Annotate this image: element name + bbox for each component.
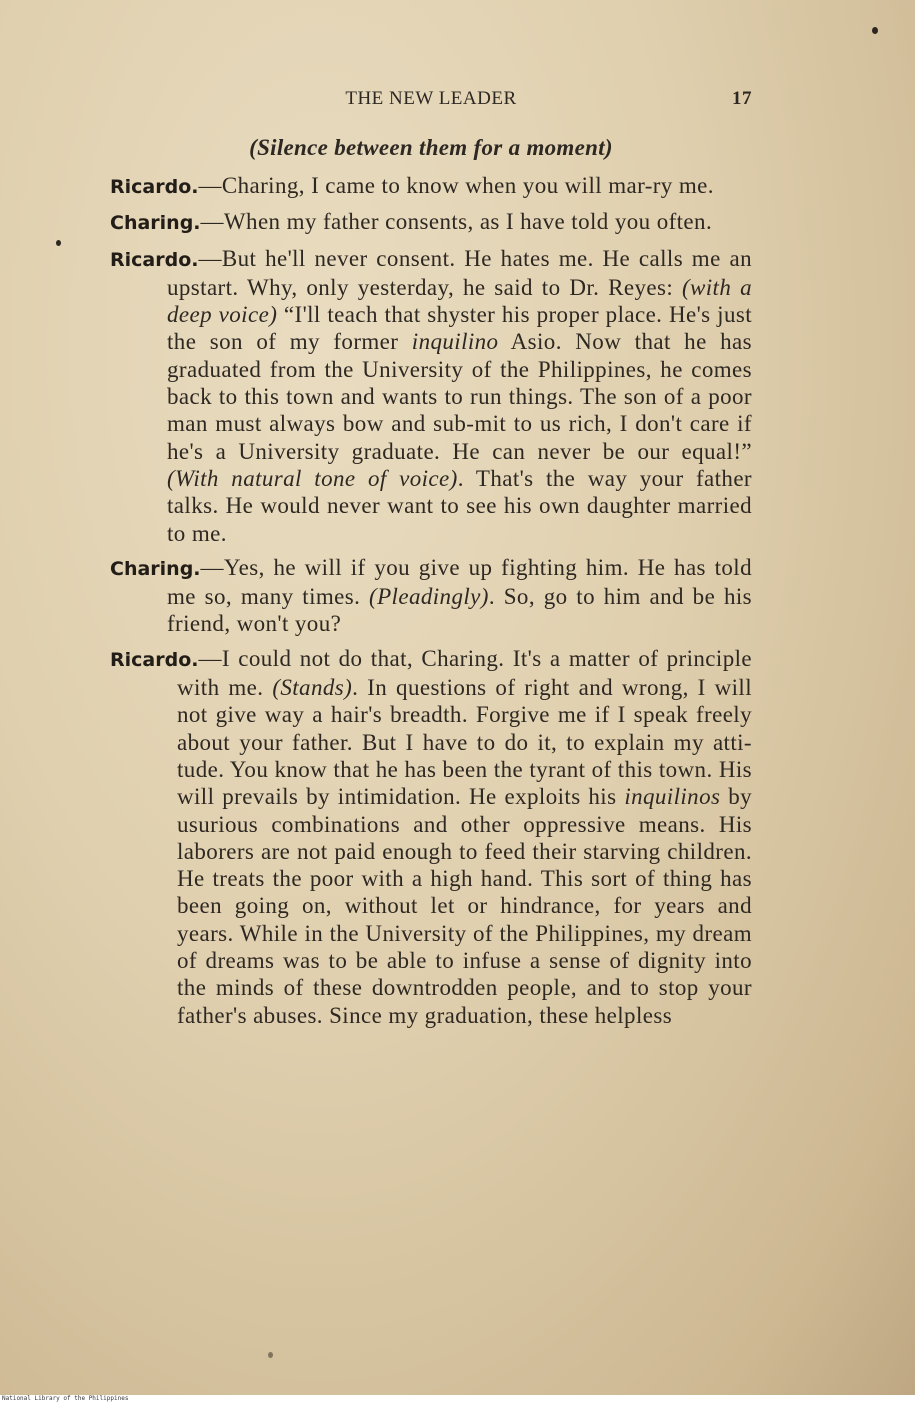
speech-text: . In questions of right and wrong, I will not give way a hair's breadth. Forgive me if I speak freely about your father. But I have to do it, to explain my atti-tude. You know that he has been the tyrant of this town. His will prevails by intimidation. He exploits his [177, 675, 752, 810]
running-header [110, 88, 752, 116]
italic-text: (Pleadingly) [369, 584, 489, 610]
speech-5 [110, 645, 752, 1029]
italic-text: (Stands) [272, 675, 353, 701]
speech-text: —Yes, he will if you give up fighting him. He has told me so, many times. [167, 554, 752, 610]
speech-text: Asio. Now that he has graduated from the University of the Philippines, he comes back to this town and wants to run things. The son of a poor man must always bow and sub-mit to us rich, I don't care if he's a University graduate. He can never be our equal!” [167, 329, 752, 464]
speech-text: —I could not do that, Charing. It's a matter of principle with me. [177, 645, 752, 701]
italic-text: (with a deep voice) [167, 274, 752, 328]
speech-3 [110, 245, 752, 547]
speaker-name: Ricardo. [110, 176, 199, 198]
page-speck [268, 1352, 273, 1358]
speaker-name: Ricardo. [110, 248, 199, 271]
page-speck [872, 27, 878, 34]
speech-4 [110, 554, 752, 638]
speech-text: . That's the way your father talks. He would never want to see his own daughter married to me. [167, 465, 752, 546]
speech-text: —But he'll never consent. He hates me. He calls me an upstart. Why, only yesterday, he said to Dr. Reyes: [167, 245, 752, 300]
stage-direction: (Silence between them for a moment) [249, 135, 613, 160]
running-title: THE NEW LEADER [345, 88, 517, 109]
speech-text: —When my father consents, as I have told you often. [200, 209, 713, 235]
italic-text: (With natural tone of voice) [167, 465, 458, 491]
speaker-name: Charing. [110, 212, 201, 235]
speech-2 [110, 208, 752, 237]
page-speck [56, 240, 61, 246]
speech-text: by usurious combinations and other oppressive means. His laborers are not paid enough to feed their starving children. He treats the poor with a high hand. This sort of thing has been going on, without let or hindrance, for years and years. While in the University of the Philippines, my dream of dreams was to be able to infuse a sense of dignity into the minds of these downtrodden people, and to stop your father's abuses. Since my graduation, these helpless [177, 784, 752, 1028]
italic-text: inquilino [411, 329, 499, 355]
library-footer [0, 1395, 915, 1403]
library-credit: National Library of the Philippines [2, 1395, 129, 1402]
speaker-name: Charing. [110, 557, 201, 580]
italic-text: inquilinos [624, 784, 721, 810]
speech-1 [110, 172, 752, 201]
speech-text: . So, go to him and be his friend, won't you? [167, 584, 752, 637]
speech-text: —Charing, I came to know when you will mar-ry me. [198, 173, 714, 198]
page-number: 17 [732, 88, 752, 109]
speaker-name: Ricardo. [110, 648, 199, 671]
dialogue-body [110, 172, 752, 1036]
speech-text: “I'll teach that shyster his proper place. He's just the son of my former [167, 302, 752, 355]
